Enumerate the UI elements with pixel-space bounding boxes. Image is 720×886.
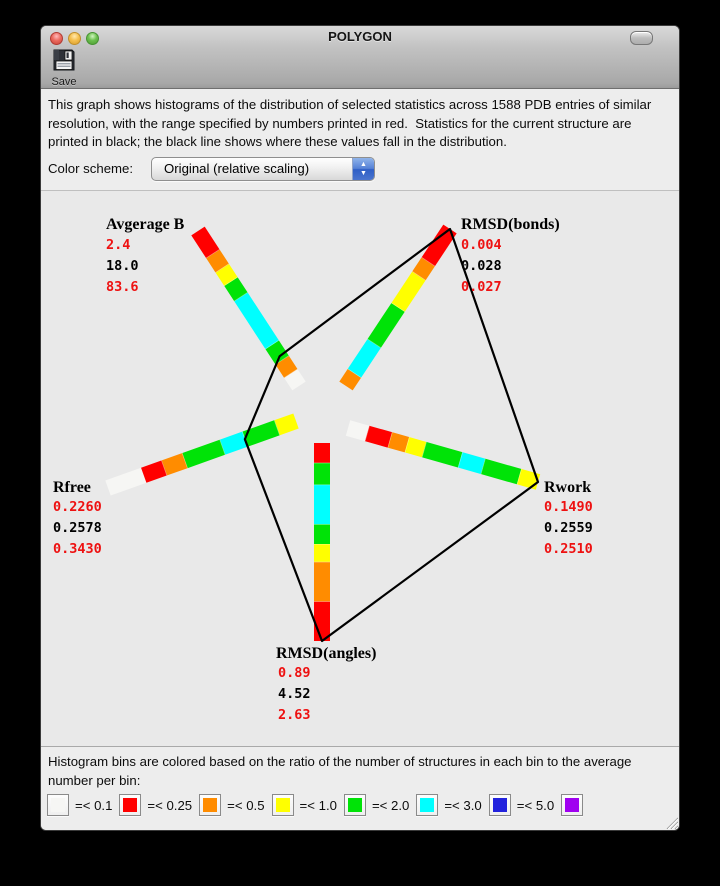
- axis-value-rwork-max: 0.2510: [544, 541, 593, 557]
- legend-swatch-color: [276, 798, 290, 812]
- legend-item-green: [344, 794, 409, 816]
- polygon-chart: [41, 191, 680, 746]
- histogram-segment-average_b: [282, 360, 291, 373]
- axis-label-rwork: Rwork: [544, 479, 592, 496]
- color-scheme-selected-value: Original (relative scaling): [164, 161, 310, 176]
- dropdown-stepper: [352, 158, 374, 180]
- legend-item-white: [47, 794, 112, 816]
- axis-value-rmsd_bonds-max: 0.027: [461, 279, 502, 295]
- histogram-segment-rwork: [460, 460, 483, 466]
- histogram-segment-rmsd_bonds: [346, 373, 354, 386]
- axis-value-rmsd_bonds-current: 0.028: [461, 258, 502, 274]
- save-button[interactable]: [48, 49, 80, 86]
- legend-swatch-color: [493, 798, 507, 812]
- legend-swatch-color: [203, 798, 217, 812]
- chevron-up-icon: ▲: [360, 161, 367, 168]
- toolbar-toggle-button[interactable]: [630, 31, 653, 45]
- axis-value-rmsd_angles-min: 0.89: [278, 665, 311, 681]
- histogram-segment-rmsd_bonds: [354, 344, 374, 374]
- description-panel: [41, 89, 679, 191]
- legend-row: [47, 794, 596, 816]
- legend-panel: [41, 746, 679, 831]
- legend-label: =< 5.0: [516, 797, 555, 813]
- axis-value-rwork-current: 0.2559: [544, 520, 593, 536]
- axis-value-rfree-min: 0.2260: [53, 499, 102, 515]
- axis-value-rwork-min: 0.1490: [544, 499, 593, 515]
- chevron-down-icon: ▼: [360, 170, 367, 177]
- legend-swatch-orange: [199, 794, 221, 816]
- window-chrome: [41, 26, 679, 89]
- histogram-segment-rwork: [390, 440, 407, 445]
- axis-value-rmsd_bonds-min: 0.004: [461, 237, 502, 253]
- legend-label: =< 1.0: [299, 797, 337, 813]
- histogram-segment-average_b: [198, 231, 213, 254]
- histogram-segment-rwork: [348, 428, 367, 433]
- legend-label: =< 3.0: [444, 797, 482, 813]
- axis-value-average_b-current: 18.0: [106, 258, 139, 274]
- legend-label: =< 0.5: [227, 797, 265, 813]
- legend-swatch-blue: [489, 794, 511, 816]
- legend-swatch-white: [47, 794, 69, 816]
- axis-value-average_b-min: 2.4: [106, 237, 131, 253]
- histogram-segment-average_b: [291, 374, 299, 386]
- axis-value-average_b-max: 83.6: [106, 279, 139, 295]
- axis-value-rmsd_angles-current: 4.52: [278, 686, 311, 702]
- color-scheme-label: Color scheme:: [48, 161, 134, 176]
- plot-panel: [41, 191, 679, 746]
- axis-value-rmsd_angles-max: 2.63: [278, 707, 311, 723]
- axis-label-rmsd_bonds: RMSD(bonds): [461, 216, 560, 233]
- legend-label: =< 0.25: [147, 797, 193, 813]
- resize-grip-icon[interactable]: [664, 815, 678, 829]
- axis-label-average_b: Avgerage B: [106, 216, 185, 233]
- legend-item-yellow: [272, 794, 337, 816]
- axis-value-rfree-current: 0.2578: [53, 520, 102, 536]
- legend-item-cyan: [416, 794, 481, 816]
- save-button-label: Save: [51, 76, 77, 88]
- histogram-segment-rwork: [407, 445, 424, 450]
- histogram-segment-rfree: [108, 475, 144, 488]
- histogram-segment-rfree: [223, 439, 246, 447]
- description-text: This graph shows histograms of the distribution of selected statistics across 1588 PDB entries of similar resolution, with the range specified by numbers printed in red. Statistics for the current structure are printed in black; the black line shows where these values fall in the distribution.: [48, 97, 655, 149]
- polygon-window: [40, 25, 680, 831]
- legend-item-blue: [489, 794, 554, 816]
- legend-swatch-purple: [561, 794, 583, 816]
- histogram-segment-rwork: [483, 466, 519, 476]
- histogram-segment-rfree: [185, 447, 223, 460]
- legend-swatch-color: [51, 798, 65, 812]
- legend-description: Histogram bins are colored based on the ratio of the number of structures in each bin to the average number per bin:: [48, 754, 632, 788]
- legend-swatch-color: [565, 798, 579, 812]
- histogram-segment-rmsd_bonds: [419, 262, 428, 276]
- legend-item-orange: [199, 794, 264, 816]
- axis-label-rmsd_angles: RMSD(angles): [276, 645, 377, 662]
- legend-swatch-color: [123, 798, 137, 812]
- histogram-segment-rfree: [277, 421, 296, 428]
- legend-swatch-color: [420, 798, 434, 812]
- legend-swatch-cyan: [416, 794, 438, 816]
- histogram-segment-average_b: [272, 345, 282, 360]
- legend-label: =< 0.1: [75, 797, 113, 813]
- legend-swatch-green: [344, 794, 366, 816]
- histogram-segment-rfree: [164, 461, 185, 468]
- histogram-segment-rwork: [424, 450, 460, 460]
- legend-swatch-color: [348, 798, 362, 812]
- histogram-segment-rwork: [367, 433, 390, 439]
- histogram-segment-average_b: [222, 268, 231, 281]
- histogram-segment-average_b: [241, 297, 272, 345]
- histogram-segment-rwork: [519, 477, 538, 482]
- axis-value-rfree-max: 0.3430: [53, 541, 102, 557]
- legend-swatch-yellow: [272, 794, 294, 816]
- legend-swatch-red: [119, 794, 141, 816]
- legend-item-red: [119, 794, 192, 816]
- legend-label: =< 2.0: [371, 797, 410, 813]
- histogram-segment-rmsd_bonds: [398, 276, 419, 307]
- histogram-segment-rmsd_bonds: [428, 229, 450, 262]
- histogram-segment-rmsd_bonds: [374, 308, 398, 344]
- window-title: POLYGON: [328, 29, 392, 44]
- legend-item-purple: [561, 794, 589, 816]
- histogram-segment-average_b: [213, 254, 222, 268]
- title-bar[interactable]: [41, 26, 679, 47]
- histogram-segment-average_b: [231, 282, 241, 297]
- save-icon: [52, 58, 76, 75]
- axis-label-rfree: Rfree: [53, 479, 91, 496]
- histogram-segment-rfree: [144, 468, 165, 475]
- color-scheme-dropdown[interactable]: [151, 157, 375, 181]
